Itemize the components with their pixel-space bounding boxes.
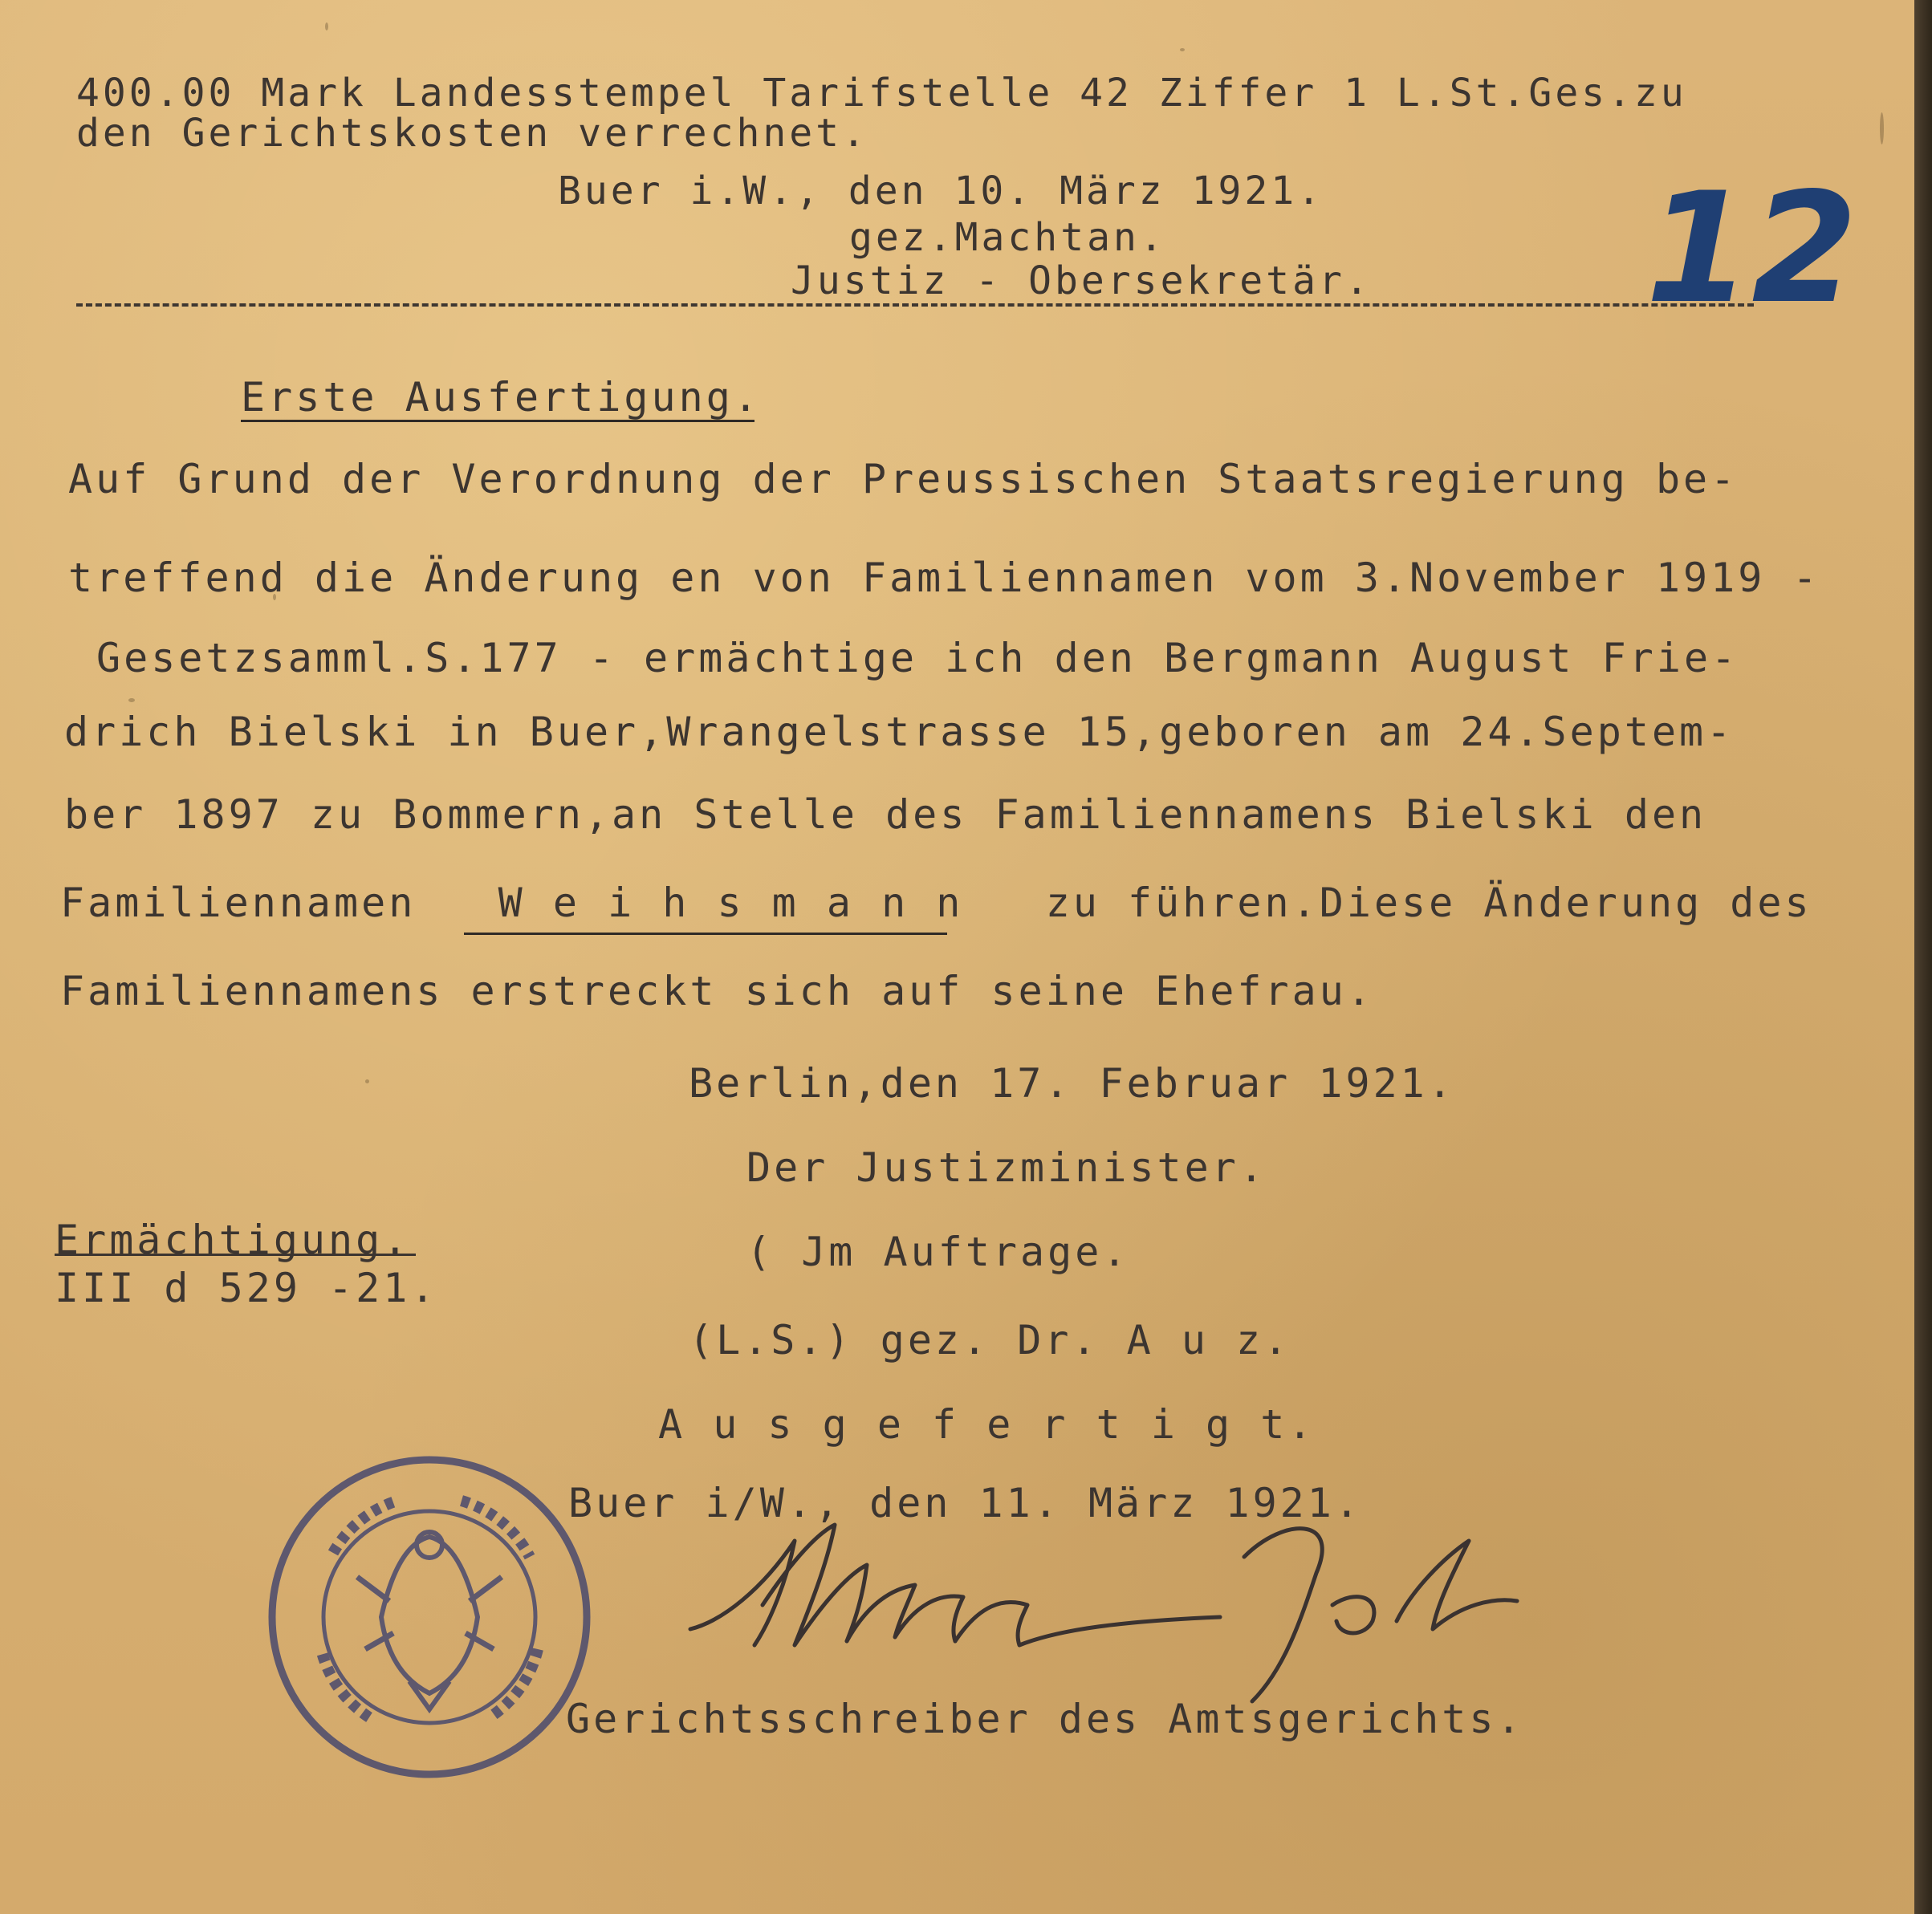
body-line-4: drich Bielski in Buer,Wrangelstrasse 15,geboren am 24.Septem- — [64, 709, 1735, 755]
folio-number-mark — [1637, 173, 1870, 317]
folio-number: 12 — [1645, 173, 1858, 317]
heading-underline — [241, 420, 754, 422]
paper-speck — [1880, 112, 1884, 144]
issuance-signature: (L.S.) gez. Dr. A u z. — [689, 1317, 1291, 1363]
body-line-3: Gesetzsamml.S.177 - ermächtige ich den Bergmann August Frie- — [96, 635, 1739, 681]
paper-speck — [365, 1079, 369, 1083]
new-family-name: W e i h s m a n n — [498, 880, 964, 926]
marginal-note-strike-line — [55, 1254, 416, 1256]
marginal-note-line-1: Ermächtigung. — [55, 1217, 411, 1263]
body-line-5: ber 1897 zu Bommern,an Stelle des Familiennamens Bielski den — [64, 791, 1707, 838]
heading-text: Erste Ausfertigung — [241, 374, 734, 421]
paper-speck — [128, 698, 135, 702]
heading-period: . — [733, 374, 761, 421]
certification-label: A u s g e f e r t i g t. — [658, 1401, 1316, 1448]
body-line-2: treffend die Änderung en von Familiennamen vom 3.November 1919 - — [68, 555, 1820, 601]
body-line-6-prefix: Familiennamen — [60, 880, 417, 926]
paper-speck — [1180, 48, 1185, 51]
certification-place-date: Buer i/W., den 11. März 1921. — [568, 1480, 1362, 1526]
header-signed: gez.Machtan. — [849, 215, 1166, 260]
header-line-1: 400.00 Mark Landesstempel Tarifstelle 42 Ziffer 1 L.St.Ges.zu — [76, 71, 1687, 116]
header-title: Justiz - Obersekretär. — [791, 258, 1372, 303]
new-family-name-underline — [464, 933, 947, 935]
body-line-1: Auf Grund der Verordnung der Preussischen Staatsregierung be- — [68, 456, 1739, 502]
scan-edge-shadow — [1914, 0, 1932, 1914]
official-seal — [261, 1449, 598, 1786]
marginal-note-line-2: III d 529 -21. — [55, 1265, 438, 1311]
paper-speck — [325, 22, 328, 30]
issuance-authority: Der Justizminister. — [746, 1144, 1267, 1191]
body-line-6-suffix: zu führen.Diese Änderung des — [1045, 880, 1812, 926]
handwritten-signature — [674, 1509, 1541, 1717]
body-line-6 — [60, 879, 1812, 927]
issuance-commission: ( Jm Auftrage. — [746, 1229, 1130, 1275]
issuance-place-date: Berlin,den 17. Februar 1921. — [689, 1060, 1455, 1107]
header-line-2: den Gerichtskosten verrechnet. — [76, 111, 868, 156]
header-place-date: Buer i.W., den 10. März 1921. — [558, 169, 1324, 213]
certification-signer-title: Gerichtsschreiber des Amtsgerichts. — [566, 1696, 1524, 1742]
heading — [241, 373, 761, 421]
body-line-7: Familiennamens erstreckt sich auf seine Ehefrau. — [60, 968, 1374, 1014]
separator-dashed-line — [76, 303, 1754, 307]
